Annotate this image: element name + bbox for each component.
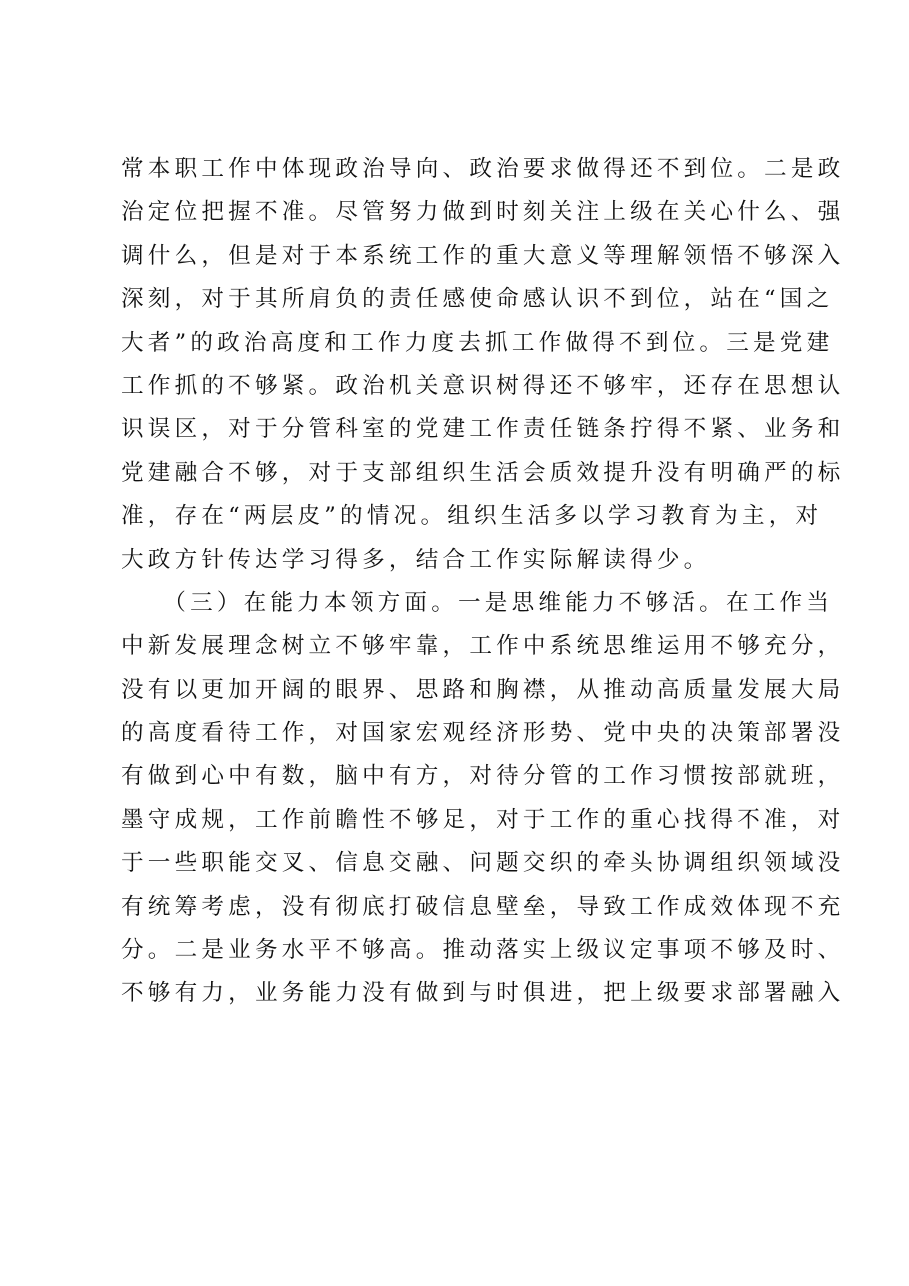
text-line: 准，存在“两层皮”的情况。组织生活多以学习教育为主，对	[121, 503, 823, 530]
text-line: 有做到心中有数，脑中有方，对待分管的工作习惯按部就班，	[121, 763, 845, 790]
text-line: 不够有力，业务能力没有做到与时俱进，把上级要求部署融入	[121, 980, 845, 1007]
text-line: 没有以更加开阔的眼界、思路和胸襟，从推动高质量发展大局	[121, 676, 845, 703]
text-line: 调什么，但是对于本系统工作的重大意义等理解领悟不够深入	[121, 242, 845, 269]
text-line: 党建融合不够，对于支部组织生活会质效提升没有明确严的标	[121, 459, 845, 486]
text-line: 治定位把握不准。尽管努力做到时刻关注上级在关心什么、强	[121, 199, 845, 226]
text-line: 中新发展理念树立不够牢靠，工作中系统思维运用不够充分，	[121, 633, 845, 660]
text-line: 墨守成规，工作前瞻性不够足，对于工作的重心找得不准，对	[121, 806, 845, 833]
section-heading-line: （三）在能力本领方面。一是思维能力不够活。在工作当	[121, 589, 834, 616]
text-line: 大政方针传达学习得多，结合工作实际解读得少。	[121, 546, 711, 573]
text-line: 大者”的政治高度和工作力度去抓工作做得不到位。三是党建	[121, 329, 834, 356]
text-line: 深刻，对于其所肩负的责任感使命感认识不到位，站在“国之	[121, 286, 834, 313]
text-line: 工作抓的不够紧。政治机关意识树得还不够牢，还存在思想认	[121, 372, 845, 399]
text-line: 分。二是业务水平不够高。推动落实上级议定事项不够及时、	[121, 937, 845, 964]
text-line: 的高度看待工作，对国家宏观经济形势、党中央的决策部署没	[121, 720, 845, 747]
text-line: 识误区，对于分管科室的党建工作责任链条拧得不紧、业务和	[121, 416, 845, 443]
text-line: 常本职工作中体现政治导向、政治要求做得还不到位。二是政	[121, 156, 845, 182]
text-line: 有统筹考虑，没有彻底打破信息壁垒，导致工作成效体现不充	[121, 893, 845, 920]
text-line: 于一些职能交叉、信息交融、问题交织的牵头协调组织领域没	[121, 850, 845, 877]
body-text	[121, 148, 845, 1016]
